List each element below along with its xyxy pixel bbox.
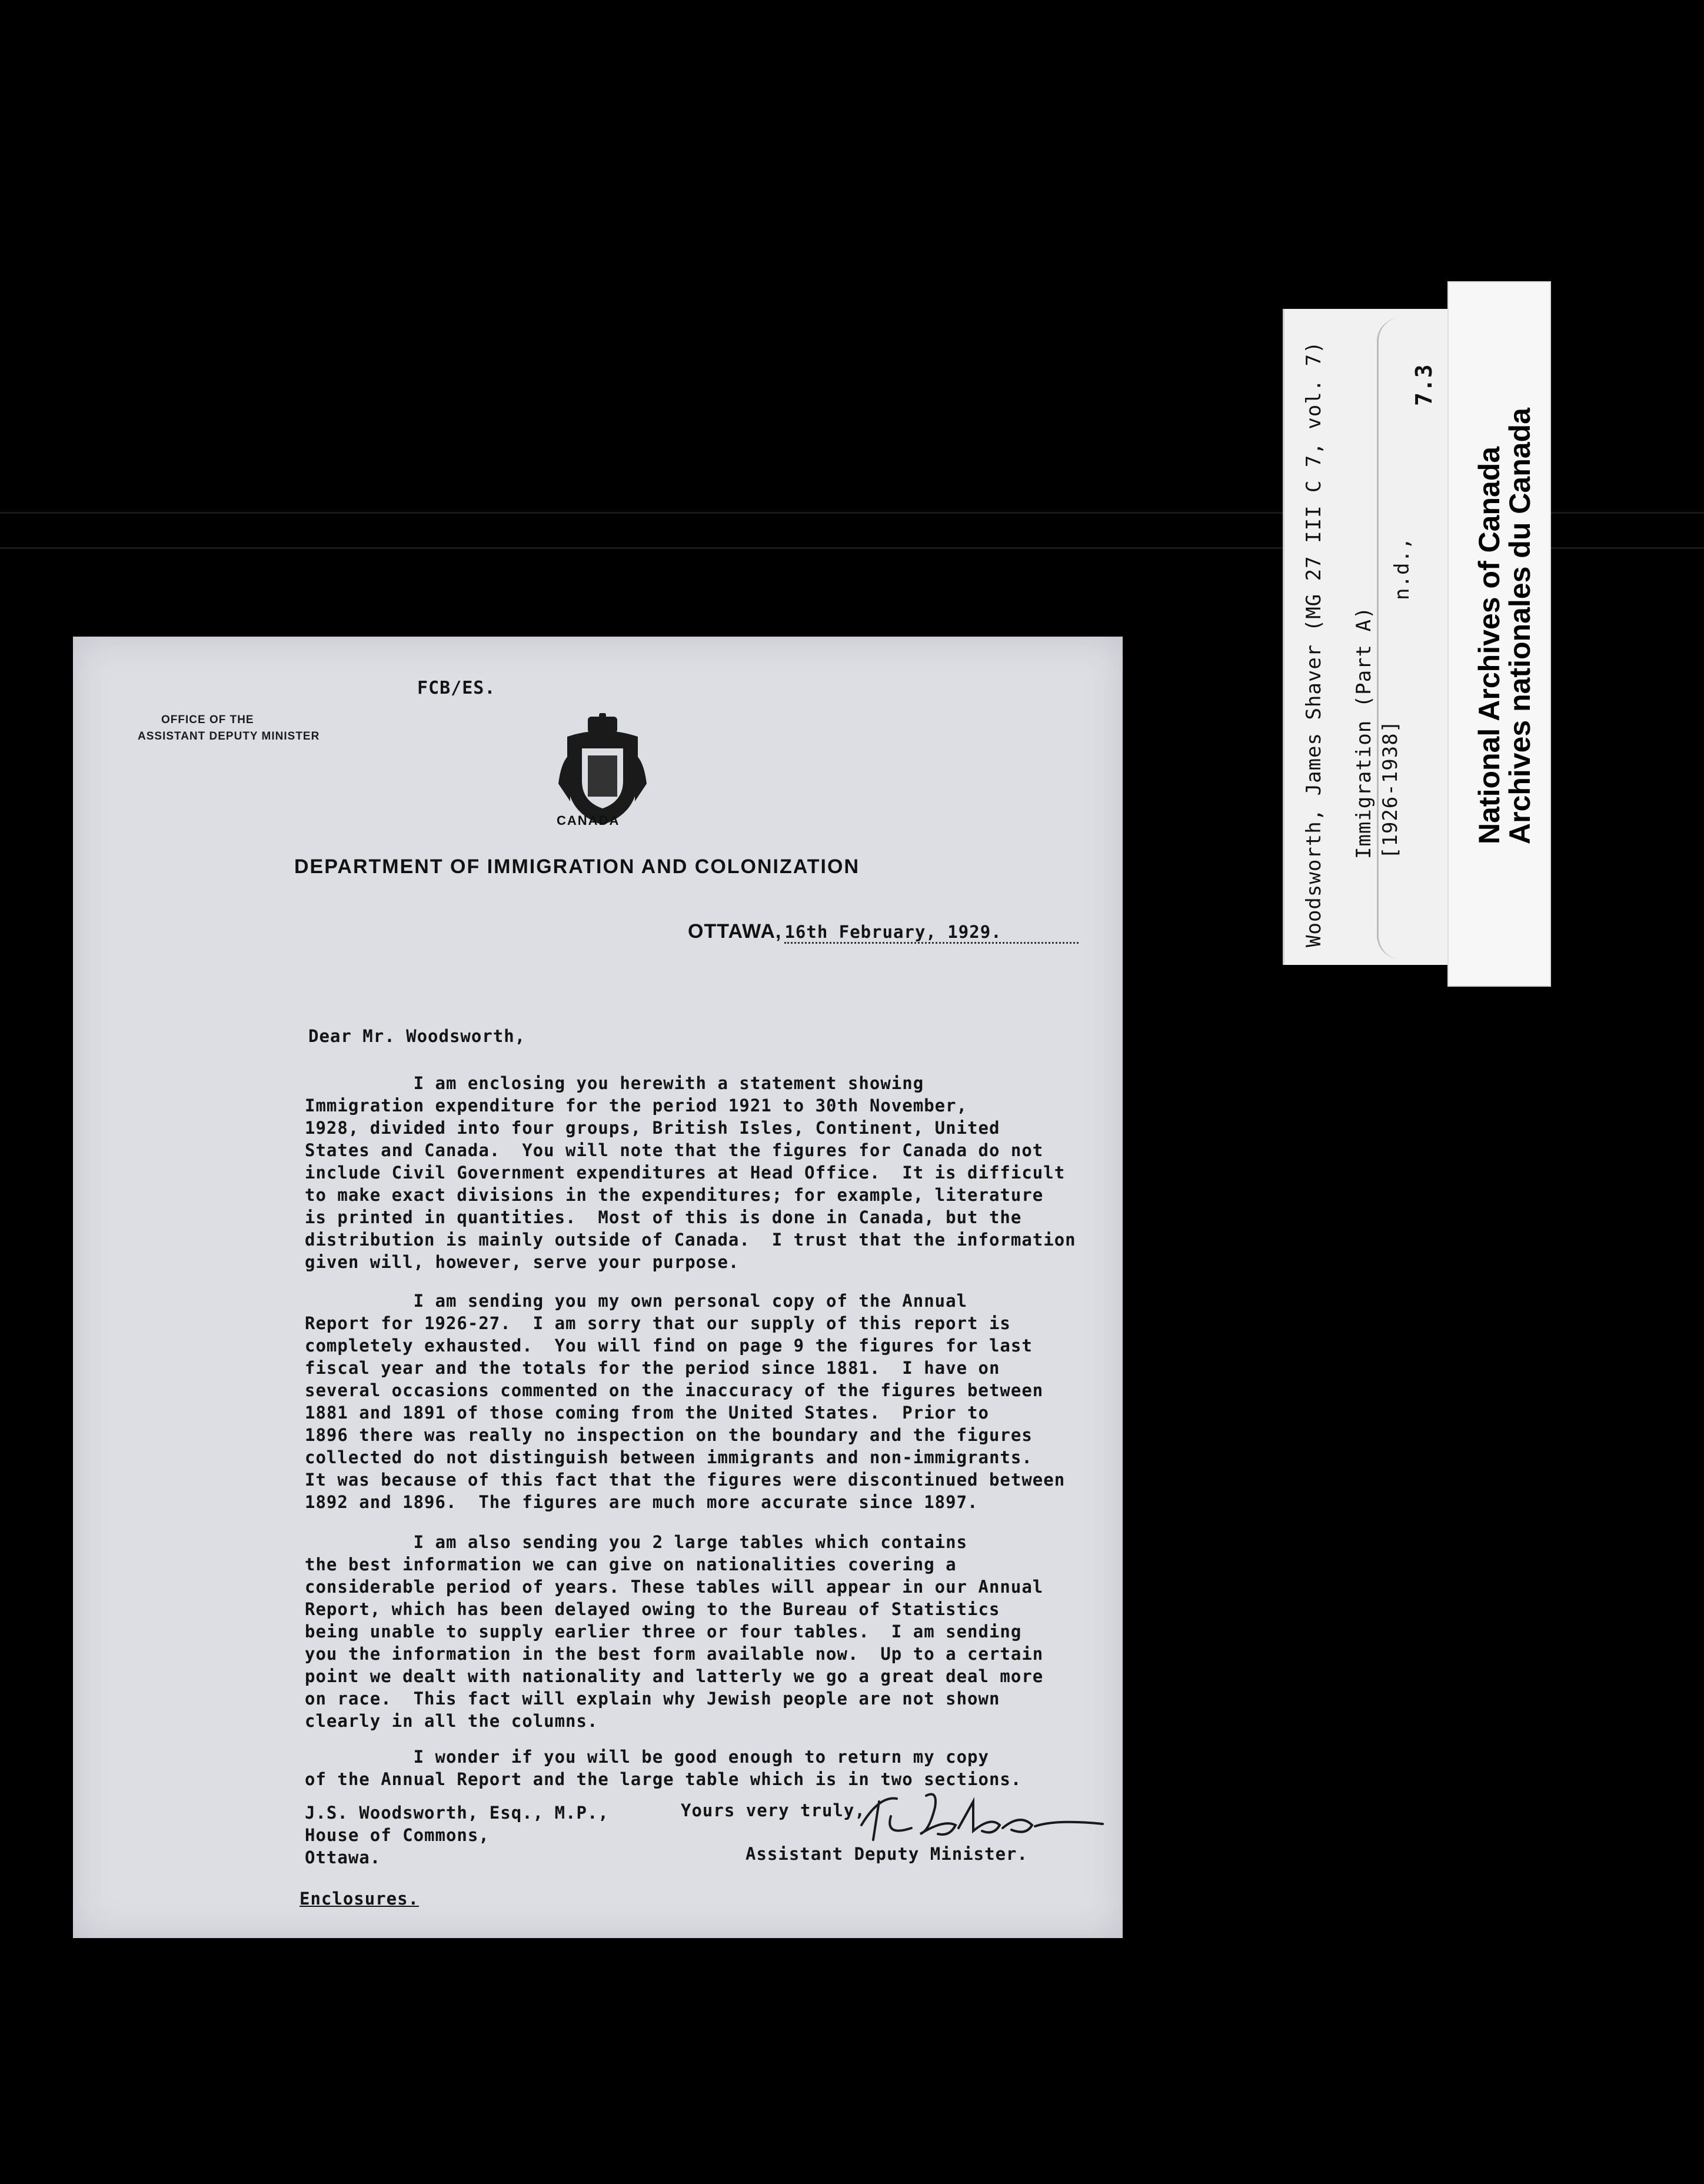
closing: Yours very truly, xyxy=(681,1800,866,1820)
text-line: considerable period of years. These tables will appear in our Annual xyxy=(305,1577,1044,1597)
signer-title: Assistant Deputy Minister. xyxy=(746,1844,1028,1864)
office-heading xyxy=(138,712,320,745)
text-line: on race. This fact will explain why Jewish people are not shown xyxy=(305,1689,1000,1709)
department-heading: DEPARTMENT OF IMMIGRATION AND COLONIZATION xyxy=(294,855,860,878)
addressee-house: House of Commons, xyxy=(305,1825,490,1845)
office-line-1: OFFICE OF THE xyxy=(161,714,254,726)
letter-page xyxy=(73,637,1123,1938)
text-line: point we dealt with nationality and latterly we go a great deal more xyxy=(305,1666,1044,1686)
text-line: the best information we can give on nationalities covering a xyxy=(305,1554,957,1574)
text-line: to make exact divisions in the expenditures; for example, literature xyxy=(305,1185,1044,1205)
text-line: is printed in quantities. Most of this is done in Canada, but the xyxy=(305,1207,1022,1227)
enclosures-note: Enclosures. xyxy=(299,1889,420,1909)
archive-file-title: Immigration (Part A) xyxy=(1352,606,1376,859)
text-line: 1928, divided into four groups, British Isles, Continent, United xyxy=(305,1118,1000,1138)
archive-name-fr: Archives nationales du Canada xyxy=(1503,408,1536,844)
addressee-city: Ottawa. xyxy=(305,1847,381,1867)
salutation: Dear Mr. Woodsworth, xyxy=(308,1026,526,1046)
text-line: States and Canada. You will note that the figures for Canada do not xyxy=(305,1140,1044,1160)
text-line: I wonder if you will be good enough to return my copy xyxy=(305,1747,989,1767)
text-line: I am sending you my own personal copy of the Annual xyxy=(305,1291,968,1311)
text-line: Report, which has been delayed owing to the Bureau of Statistics xyxy=(305,1599,1000,1619)
archive-nd: n.d., xyxy=(1390,537,1414,600)
text-line: 1892 and 1896. The figures are much more accurate since 1897. xyxy=(305,1492,979,1512)
paragraph-1 xyxy=(305,1072,1076,1273)
text-line: being unable to supply earlier three or four tables. I am sending xyxy=(305,1622,1022,1642)
office-line-2: ASSISTANT DEPUTY MINISTER xyxy=(138,730,320,743)
paragraph-2 xyxy=(305,1290,1065,1513)
text-line: of the Annual Report and the large table which is in two sections. xyxy=(305,1769,1022,1789)
text-line: collected do not distinguish between immigrants and non-immigrants. xyxy=(305,1447,1033,1467)
text-line: It was because of this fact that the figures were discontinued between xyxy=(305,1470,1066,1490)
text-line: 1896 there was really no inspection on the boundary and the figures xyxy=(305,1425,1033,1445)
addressee-name: J.S. Woodsworth, Esq., M.P., xyxy=(305,1803,609,1823)
place-name: OTTAWA, xyxy=(688,920,782,943)
text-line: given will, however, serve your purpose. xyxy=(305,1252,740,1272)
text-line: distribution is mainly outside of Canada. I trust that the information xyxy=(305,1230,1076,1250)
handwritten-signature xyxy=(856,1784,1109,1849)
text-line: include Civil Government expenditures at Head Office. It is difficult xyxy=(305,1163,1066,1183)
addressee-block xyxy=(305,1802,609,1869)
text-line: clearly in all the columns. xyxy=(305,1711,598,1731)
letter-date: 16th February, 1929. xyxy=(784,922,1079,944)
reference-code: FCB/ES. xyxy=(417,678,496,698)
text-line: I am enclosing you herewith a statement showing xyxy=(305,1073,924,1093)
paragraph-3 xyxy=(305,1531,1043,1732)
country-caption: CANADA xyxy=(557,813,620,828)
text-line: Report for 1926-27. I am sorry that our supply of this report is xyxy=(305,1313,1011,1333)
archive-name-strip xyxy=(1447,281,1551,987)
text-line: fiscal year and the totals for the period since 1881. I have on xyxy=(305,1358,1000,1378)
text-line: 1881 and 1891 of those coming from the United States. Prior to xyxy=(305,1403,989,1423)
text-line: several occasions commented on the inaccuracy of the figures between xyxy=(305,1380,1044,1400)
label-fold xyxy=(1377,318,1408,959)
text-line: Immigration expenditure for the period 1921 to 30th November, xyxy=(305,1096,968,1116)
archive-collection: Woodsworth, James Shaver (MG 27 III C 7, vol. 7) xyxy=(1302,341,1326,947)
text-line: completely exhausted. You will find on page 9 the figures for last xyxy=(305,1336,1033,1356)
date-line xyxy=(688,920,1079,944)
text-line: you the information in the best form available now. Up to a certain xyxy=(305,1644,1044,1664)
archive-file-number: 7.3 xyxy=(1411,364,1437,406)
text-line: I am also sending you 2 large tables which contains xyxy=(305,1532,968,1552)
archive-dates: [1926-1938] xyxy=(1379,720,1402,859)
archive-name-en: National Archives of Canada xyxy=(1473,446,1506,844)
